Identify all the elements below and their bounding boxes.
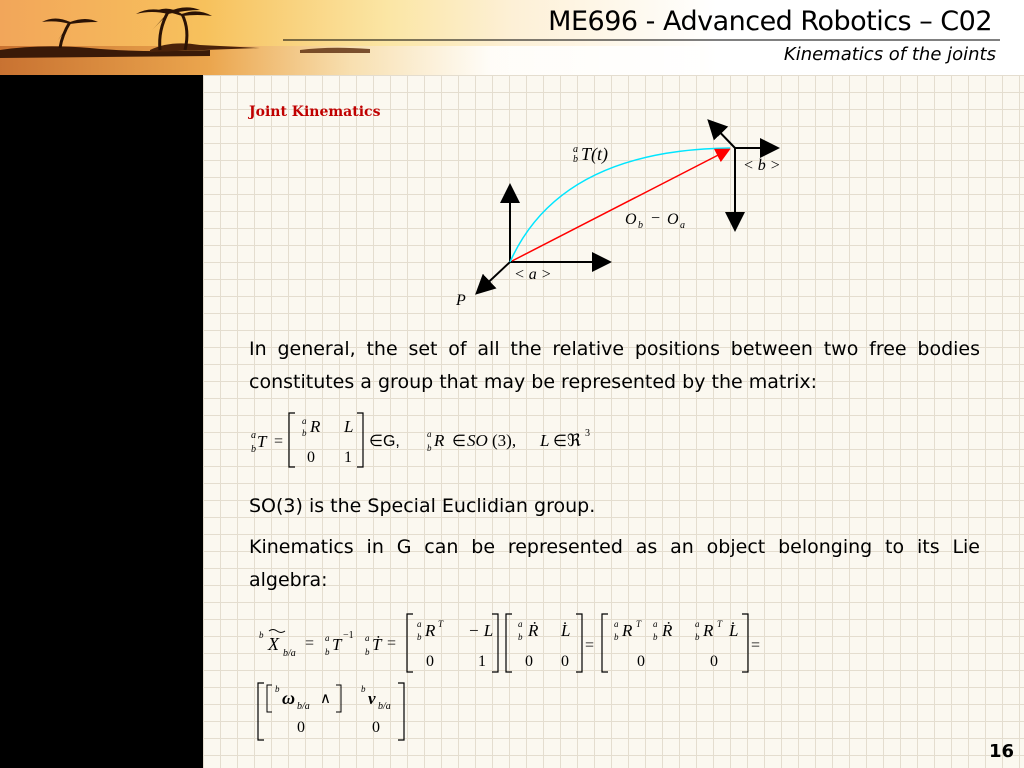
svg-text:L̇: L̇ (561, 621, 571, 640)
svg-text:R: R (434, 431, 445, 450)
svg-text:=: = (274, 433, 284, 450)
svg-text:0: 0 (426, 653, 434, 670)
svg-text:Ṙ: Ṙ (528, 621, 539, 640)
svg-text:a: a (427, 429, 432, 439)
svg-text:SO: SO (467, 431, 488, 450)
vector-label-oa-sub: a (680, 220, 685, 231)
svg-text:R: R (622, 621, 633, 640)
svg-text:=: = (751, 637, 761, 654)
svg-text:Ṙ: Ṙ (662, 621, 673, 640)
svg-text:b: b (325, 647, 330, 657)
svg-text:L: L (540, 431, 550, 450)
svg-text:∈G,: ∈G, (369, 433, 400, 450)
svg-text:=: = (585, 637, 595, 654)
svg-text:a: a (302, 416, 307, 426)
svg-text:− L: − L (468, 621, 494, 640)
svg-text:0: 0 (561, 653, 569, 670)
svg-text:L̇: L̇ (729, 621, 739, 640)
vector-label-minus: − (651, 210, 661, 227)
transform-sup: a (573, 144, 578, 155)
svg-text:∈: ∈ (452, 433, 466, 450)
page-number: 16 (988, 741, 1014, 762)
svg-text:0: 0 (525, 653, 533, 670)
svg-text:Ṫ: Ṫ (372, 635, 382, 654)
svg-text:b: b (427, 443, 432, 453)
svg-text:=: = (305, 635, 315, 652)
svg-text:v: v (368, 689, 376, 708)
svg-text:b: b (251, 444, 256, 455)
svg-text:X: X (268, 634, 279, 654)
transform-label: T(t) (581, 144, 608, 164)
svg-text:(3),: (3), (492, 431, 517, 450)
svg-text:1: 1 (478, 653, 486, 670)
svg-text:0: 0 (307, 449, 315, 466)
svg-text:R: R (310, 417, 321, 436)
svg-text:0: 0 (297, 719, 305, 736)
svg-text:T: T (717, 619, 723, 629)
vector-label-oa: O (667, 211, 679, 228)
svg-text:∧: ∧ (320, 691, 331, 707)
svg-text:a: a (653, 619, 658, 629)
svg-text:T: T (636, 619, 642, 629)
paragraph-group-definition: In general, the set of all the relative positions between two free bodies constitutes a group that may be represented by the matrix: (249, 338, 980, 393)
section-title: Joint Kinematics (249, 104, 381, 120)
point-p-label: P (456, 292, 466, 309)
svg-text:−1: −1 (343, 630, 354, 641)
svg-text:T: T (257, 432, 267, 451)
svg-text:3: 3 (585, 428, 590, 439)
svg-text:R: R (425, 621, 436, 640)
svg-text:R: R (703, 621, 714, 640)
svg-text:b: b (365, 647, 370, 657)
svg-text:a: a (518, 619, 523, 629)
vector-label-ob-sub: b (638, 220, 643, 231)
svg-text:ω: ω (282, 688, 296, 708)
svg-text:b: b (653, 632, 658, 642)
svg-text:T: T (332, 635, 342, 654)
transform-sub: b (573, 154, 578, 165)
svg-text:0: 0 (637, 653, 645, 670)
svg-text:∈: ∈ (553, 433, 567, 450)
frame-b-label: < b > (743, 157, 781, 174)
slide-subtitle: Kinematics of the joints (783, 44, 996, 65)
svg-text:b/a: b/a (378, 701, 391, 712)
svg-text:b: b (275, 684, 280, 694)
svg-text:b/a: b/a (297, 701, 310, 712)
svg-text:a: a (695, 619, 700, 629)
paragraph-so3: SO(3) is the Special Euclidian group. (249, 495, 596, 517)
svg-text:ℜ: ℜ (567, 431, 581, 450)
svg-text:a: a (325, 633, 330, 643)
svg-text:b: b (302, 428, 307, 438)
svg-text:1: 1 (344, 449, 352, 466)
svg-text:b/a: b/a (283, 648, 296, 659)
svg-text:b: b (614, 632, 619, 642)
svg-text:b: b (259, 630, 264, 640)
svg-text:T: T (438, 619, 444, 629)
svg-text:a: a (365, 633, 370, 643)
svg-text:b: b (361, 684, 366, 694)
vector-label-ob: O (625, 211, 637, 228)
svg-text:a: a (614, 619, 619, 629)
svg-text:0: 0 (710, 653, 718, 670)
svg-text:b: b (695, 632, 700, 642)
svg-text:b: b (417, 632, 422, 642)
svg-text:=: = (387, 635, 397, 652)
svg-text:b: b (518, 632, 523, 642)
svg-text:0: 0 (372, 719, 380, 736)
svg-text:a: a (251, 430, 256, 441)
paragraph-lie-algebra: Kinematics in G can be represented as an object belonging to its Lie algebra: (249, 536, 980, 591)
frame-a-label: < a > (514, 266, 552, 283)
svg-text:L: L (344, 417, 354, 436)
slide-title: ME696 - Advanced Robotics – C02 (548, 6, 992, 37)
svg-text:a: a (417, 619, 422, 629)
